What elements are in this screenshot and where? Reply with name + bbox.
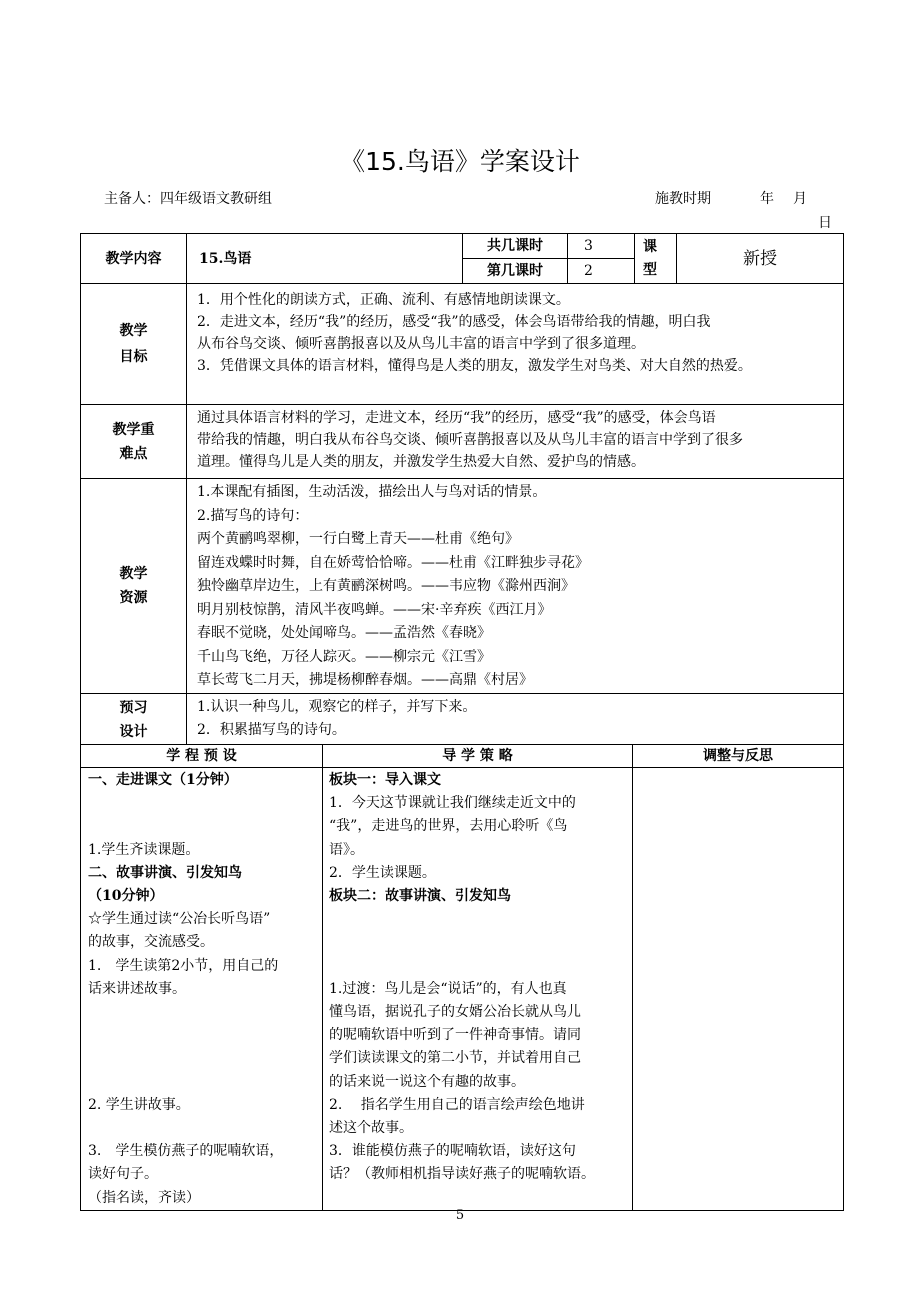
strategy-line: 1.过渡：鸟儿是会“说话”的，有人也真 [329,980,567,997]
process-line [88,1047,318,1070]
key-points-label-cell [81,405,187,479]
process-line: 话来讲述故事。 [88,980,186,997]
lesson-type-value: 新授 [743,248,777,269]
resources-cell [187,479,844,694]
process-line: 2. 学生讲故事。 [88,1096,190,1113]
section-heading: 一、走进课文（1分钟） [88,772,238,788]
process-line [88,792,318,815]
total-hours-value: 3 [584,238,593,254]
strategy-line: “我”，走进鸟的世界，去用心聆听《鸟 [329,818,568,835]
key-points-line: 通过具体语言材料的学习，走进文本，经历“我”的经历，感受“我”的感受，体会鸟语 [197,410,716,426]
strategy-line: 语》。 [329,841,364,858]
strategy-line: 话？（教师相机指导读好燕子的呢喃软语。 [329,1166,595,1183]
goals-line: 从布谷鸟交谈、倾听喜鹊报喜以及从鸟儿丰富的语言中学到了很多道理。 [197,336,645,352]
total-hours-label: 共几课时 [487,238,543,254]
lesson-type-label: 课型 [643,239,657,278]
process-line: ☆学生通过读“公冶长听鸟语” [88,911,271,928]
strategy-line: 懂鸟语，据说孔子的女婿公冶长就从鸟儿 [329,1004,581,1021]
strategy-line: 2．学生读课题。 [329,864,436,881]
poem-line: 明月别枝惊鹊，清风半夜鸣蝉。——宋·辛弃疾《西江月》 [197,601,552,618]
key-points-line: 带给我的情趣，明白我从布谷鸟交谈、倾听喜鹊报喜以及从鸟儿丰富的语言中学到了很多 [197,432,743,448]
strategy-line [329,908,630,931]
strategy-line: 学们读读课文的第二小节，并试着用自己 [329,1050,581,1067]
preview-label-cell [81,694,187,745]
process-line: 读好句子。 [88,1166,158,1183]
poem-line: 春眠不觉晓，处处闻啼鸟。——孟浩然《春晓》 [197,625,491,641]
day-label: 日 [818,215,832,231]
process-line: 3. 学生模仿燕子的呢喃软语， [88,1143,284,1160]
module-heading: 板块二：故事讲演、引发知鸟 [329,888,511,905]
process-line: （指名读，齐读） [88,1189,200,1206]
strategy-header: 导 学 策 略 [442,748,513,764]
preparer-text: 主备人：四年级语文教研组 [104,191,272,207]
module-heading: 板块一：导入课文 [329,772,441,788]
goals-line: 1．用个性化的朗读方式，正确、流利、有感情地朗读课文。 [197,292,570,308]
resources-line: 2.描写鸟的诗句： [197,507,309,524]
key-points-label: 教学重难点 [112,421,155,462]
col-header-process [81,745,323,768]
which-hour-value: 2 [584,263,593,279]
strategy-line: 2. 指名学生用自己的语言绘声绘色地讲 [329,1096,585,1113]
month-label: 月 [793,191,807,207]
strategy-line [329,955,630,978]
poem-line: 留连戏蝶时时舞，自在娇莺恰恰啼。——杜甫《江畔独步寻花》 [197,554,589,571]
total-hours-value-cell [568,234,635,259]
resources-label-cell [81,479,187,694]
goals-cell [187,284,844,405]
key-points-cell [187,405,844,479]
process-line: 1.学生齐读课题。 [88,841,200,858]
year-label: 年 [760,191,774,207]
strategy-line: 述这个故事。 [329,1120,413,1137]
content-value: 15.鸟语 [199,250,252,267]
content-label-cell [81,234,187,284]
resources-line: 1.本课配有插图，生动活泼，描绘出人与鸟对话的情景。 [197,484,547,500]
goals-line: 2．走进文本，经历“我”的经历，感受“我”的感受，体会鸟语带给我的情趣，明白我 [197,314,711,330]
strategy-line: 3．谁能模仿燕子的呢喃软语，读好这句 [329,1143,576,1160]
reflection-header: 调整与反思 [703,748,773,764]
lesson-info-table [80,233,844,745]
content-value-cell [187,234,463,284]
learning-process-table [80,744,844,1211]
key-points-line: 道理。懂得鸟儿是人类的朋友，并激发学生热爱大自然、爱护鸟的情感。 [197,454,645,470]
poem-line: 独怜幽草岸边生，上有黄鹂深树鸣。——韦应物《滁州西涧》 [197,578,575,594]
process-cell [81,768,323,1211]
col-header-reflection [633,745,844,768]
poem-line: 千山鸟飞绝，万径人踪灭。——柳宗元《江雪》 [197,648,491,665]
process-line [88,1001,318,1024]
process-line [88,1117,318,1140]
preview-line: 2．积累描写鸟的诗句。 [197,722,346,738]
preview-label: 预习设计 [119,700,148,740]
lesson-type-value-cell [677,234,844,284]
poem-line: 草长莺飞二月天，拂堤杨柳醉春烟。——高鼎《村居》 [197,672,533,688]
process-line [88,1071,318,1094]
section-heading: 二、故事讲演、引发知鸟 [88,864,242,881]
process-line: 的故事，交流感受。 [88,934,214,951]
strategy-line [329,931,630,954]
process-line [88,1024,318,1047]
which-hour-value-cell [568,259,635,284]
content-label: 教学内容 [105,250,162,267]
which-hour-label-cell [463,259,568,284]
strategy-line: 1．今天这节课就让我们继续走近文中的 [329,795,576,812]
poem-line: 两个黄鹂鸣翠柳，一行白鹭上青天——杜甫《绝句》 [197,531,519,547]
process-line [88,815,318,838]
strategy-cell [323,768,633,1211]
total-hours-label-cell [463,234,568,259]
section-heading: （10分钟） [88,888,164,905]
which-hour-label: 第几课时 [487,263,543,279]
resources-label: 教学资源 [119,566,148,606]
strategy-line: 的话来说一说这个有趣的故事。 [329,1073,525,1090]
goals-label: 教学目标 [119,323,148,365]
col-header-strategy [323,745,633,768]
strategy-line: 的呢喃软语中听到了一件神奇事情。请同 [329,1027,581,1044]
goals-line: 3．凭借课文具体的语言材料，懂得鸟是人类的朋友，激发学生对鸟类、对大自然的热爱。 [197,358,752,374]
process-line: 1. 学生读第2小节，用自己的 [88,957,279,974]
teaching-period-label: 施教时期 [655,191,711,207]
process-header: 学 程 预 设 [166,748,237,764]
lesson-type-label-cell [635,234,677,284]
goals-label-cell [81,284,187,405]
reflection-cell [633,768,844,1211]
page-title: 《15.鸟语》学案设计 [340,147,580,176]
preview-cell [187,694,844,745]
preview-line: 1.认识一种鸟儿，观察它的样子，并写下来。 [197,699,477,715]
page-number: 5 [455,1208,465,1223]
